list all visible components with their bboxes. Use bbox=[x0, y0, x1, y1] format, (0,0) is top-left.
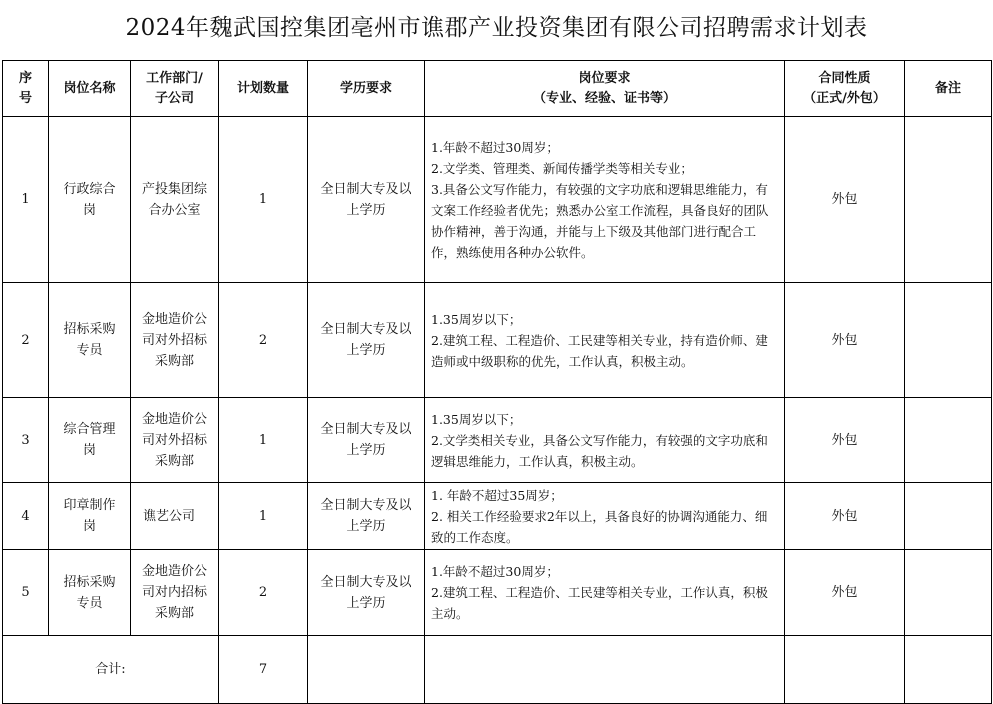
header-remarks: 备注 bbox=[905, 61, 992, 117]
table-row bbox=[3, 283, 992, 398]
row-requirements: 1.35周岁以下； 2.文学类相关专业，具备公文写作能力，有较强的文字功底和逻辑思维能力，工作认真，积极主动。 bbox=[425, 398, 785, 483]
row-seq: 1 bbox=[3, 117, 49, 283]
row-remarks bbox=[905, 283, 992, 398]
table-row bbox=[3, 398, 992, 483]
header-requirements: 岗位要求 （专业、经验、证书等） bbox=[425, 61, 785, 117]
row-dept: 谯艺公司 bbox=[131, 483, 219, 550]
total-empty-contract bbox=[785, 636, 905, 704]
row-education: 全日制大专及以上学历 bbox=[308, 117, 425, 283]
recruitment-table bbox=[2, 60, 992, 704]
row-count: 1 bbox=[219, 398, 308, 483]
row-count: 1 bbox=[219, 483, 308, 550]
row-remarks bbox=[905, 117, 992, 283]
row-requirements: 1.35周岁以下； 2.建筑工程、工程造价、工民建等相关专业，持有造价师、建造师或中级职称的优先，工作认真，积极主动。 bbox=[425, 283, 785, 398]
table-row bbox=[3, 483, 992, 550]
row-seq: 5 bbox=[3, 550, 49, 636]
row-seq: 4 bbox=[3, 483, 49, 550]
total-label: 合计: bbox=[3, 636, 219, 704]
row-dept: 产投集团综合办公室 bbox=[131, 117, 219, 283]
row-seq: 2 bbox=[3, 283, 49, 398]
row-count: 2 bbox=[219, 550, 308, 636]
row-position: 招标采购专员 bbox=[49, 550, 131, 636]
row-seq: 3 bbox=[3, 398, 49, 483]
total-count: 7 bbox=[219, 636, 308, 704]
row-dept: 金地造价公司对外招标采购部 bbox=[131, 283, 219, 398]
header-position: 岗位名称 bbox=[49, 61, 131, 117]
header-plan-count: 计划数量 bbox=[219, 61, 308, 117]
header-seq: 序 号 bbox=[3, 61, 49, 117]
row-count: 1 bbox=[219, 117, 308, 283]
table-row bbox=[3, 550, 992, 636]
total-empty-remarks bbox=[905, 636, 992, 704]
table-row bbox=[3, 117, 992, 283]
header-education: 学历要求 bbox=[308, 61, 425, 117]
row-remarks bbox=[905, 483, 992, 550]
row-contract: 外包 bbox=[785, 550, 905, 636]
row-count: 2 bbox=[219, 283, 308, 398]
row-education: 全日制大专及以上学历 bbox=[308, 283, 425, 398]
row-position: 印章制作岗 bbox=[49, 483, 131, 550]
row-dept: 金地造价公司对内招标采购部 bbox=[131, 550, 219, 636]
total-row bbox=[3, 636, 992, 704]
row-remarks bbox=[905, 550, 992, 636]
row-education: 全日制大专及以上学历 bbox=[308, 483, 425, 550]
row-requirements: 1. 年龄不超过35周岁； 2. 相关工作经验要求2年以上，具备良好的协调沟通能力、细致的工作态度。 bbox=[425, 483, 785, 550]
header-contract: 合同性质 （正式/外包） bbox=[785, 61, 905, 117]
row-contract: 外包 bbox=[785, 117, 905, 283]
header-row bbox=[3, 61, 992, 117]
row-contract: 外包 bbox=[785, 283, 905, 398]
row-education: 全日制大专及以上学历 bbox=[308, 398, 425, 483]
row-remarks bbox=[905, 398, 992, 483]
header-dept: 工作部门/ 子公司 bbox=[131, 61, 219, 117]
row-position: 行政综合岗 bbox=[49, 117, 131, 283]
page-title: 2024年魏武国控集团亳州市谯郡产业投资集团有限公司招聘需求计划表 bbox=[125, 15, 868, 41]
row-education: 全日制大专及以上学历 bbox=[308, 550, 425, 636]
total-empty-education bbox=[308, 636, 425, 704]
row-requirements: 1.年龄不超过30周岁； 2.建筑工程、工程造价、工民建等相关专业，工作认真，积极主动。 bbox=[425, 550, 785, 636]
row-position: 综合管理岗 bbox=[49, 398, 131, 483]
row-requirements: 1.年龄不超过30周岁； 2.文学类、管理类、新闻传播学类等相关专业； 3.具备公文写作能力，有较强的文字功底和逻辑思维能力，有文案工作经验者优先；熟悉办公室工作流程，具备良好的团队协作精神，善于沟通，并能与上下级及其他部门进行配合工作，熟练使用各种办公软件。 bbox=[425, 117, 785, 283]
total-empty-requirements bbox=[425, 636, 785, 704]
row-contract: 外包 bbox=[785, 398, 905, 483]
row-position: 招标采购专员 bbox=[49, 283, 131, 398]
row-contract: 外包 bbox=[785, 483, 905, 550]
row-dept: 金地造价公司对外招标采购部 bbox=[131, 398, 219, 483]
